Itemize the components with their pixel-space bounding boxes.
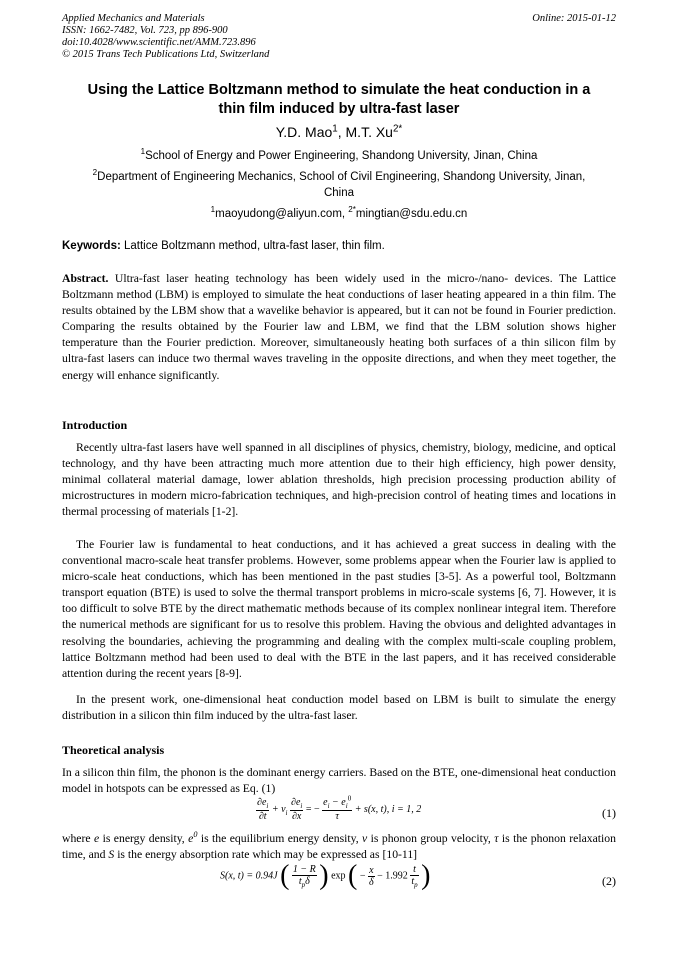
keywords-text: Lattice Boltzmann method, ultra-fast laser, thin film. — [120, 240, 385, 252]
equation-2-number: (2) — [602, 874, 616, 888]
journal-doi[interactable]: doi:10.4028/www.scientific.net/AMM.723.896 — [62, 37, 256, 48]
author-list — [60, 123, 618, 141]
affiliation-2-country: China — [323, 187, 355, 199]
keywords-label: Keywords: — [62, 240, 121, 252]
email-1-mark: 1 — [210, 205, 216, 215]
affiliation-2 — [60, 169, 618, 201]
email-2-mark: 2* — [348, 205, 356, 215]
equation-1-body: $\frac{\partial e_i}{\partial t}$ + $v_i$ $\frac{\partial e_i}{\partial x}$ = − $\frac{e_i - e_i^0}{\tau}$ + s(x, t), i = 1, 2 — [257, 794, 422, 822]
abstract-label: Abstract. — [62, 272, 109, 285]
introduction-paragraph-1: Recently ultra-fast lasers have well spanned in all disciplines of physics, chemistry, biology, medicine, and optical technology, and thy have been attracting much more attention due to their high efficiency, high power density, minimal collateral material damage, lower ablation thresholds, high precision processing production ability of microstructures in modern micro-fabrication techniques, and high-precision control of heating times and locations in thermal processing of materials [1-2]. — [62, 441, 616, 519]
introduction-paragraph-2: The Fourier law is fundamental to heat conductions, and it has achieved a great success in dealing with the conventional macro-scale heat transfer problems. However, some problems appear when the Fourier law is applied to micro-scale heat conductions, which has been mentioned in the past studies [3-5]. As a powerful tool, Boltzmann transport equation (BTE) is used to solve the thermal transport problems in micro-scale systems [6, 7]. However, it is too difficult to solve BTE by the direct mathematic methods because of its complex nonlinear integral item. Therefore the numerical methods are significant for us to resolve this problem. Having the obvious and delighted advantages in resolving the boundaries, achieving the programming and dealing with the complex multi-scale coupling problem, lattice Boltzmann method had been used to deal with the BTE in the last papers, and it has received considerable attention during the recent years [8-9]. — [62, 538, 616, 680]
author-1: Y.D. Mao — [275, 124, 333, 140]
journal-issn: ISSN: 1662-7482, Vol. 723, pp 896-900 — [62, 25, 228, 36]
keywords — [62, 240, 385, 252]
equation-1-number: (1) — [602, 806, 616, 820]
affiliation-2-mark: 2 — [92, 168, 98, 178]
theory-paragraph-1: In a silicon thin film, the phonon is the dominant energy carriers. Based on the BTE, one-dimensional heat conduction model in hotspots can be expressed as Eq. (1) — [62, 766, 616, 796]
journal-header — [62, 13, 269, 61]
abstract — [62, 271, 616, 384]
introduction-heading: Introduction — [62, 418, 128, 432]
affiliation-1-mark: 1 — [140, 147, 146, 157]
title-line-1: Using the Lattice Boltzmann method to simulate the heat conduction in a — [87, 82, 591, 98]
author-1-affiliation-mark: 1 — [332, 123, 338, 135]
email-2[interactable]: mingtian@sdu.edu.cn — [355, 208, 468, 220]
abstract-text: Ultra-fast laser heating technology has been widely used in the micro-/nano- devices. The Lattice Boltzmann method (LBM) is employed to simulate the heat conductions of laser heating appeared in a thin film. The results obtained by the LBM show that a wavelike behavior is appeared, but it can not be found in Fourier prediction. Comparing the results obtained by the Fourier law and LBM, we find that the LBM solution shows higher temperature than the Fourier prediction. Moreover, simultaneously heating both surfaces of a thin silicon film by ultra-fast lasers can induce two thermal waves traveling in the opposite directions, and when they meet together, the energy will enhance significantly. — [62, 272, 616, 382]
equation-2 — [62, 862, 616, 906]
journal-copyright: © 2015 Trans Tech Publications Ltd, Switzerland — [62, 49, 270, 60]
title-line-2: thin film induced by ultra-fast laser — [218, 101, 460, 117]
online-date: Online: 2015-01-12 — [532, 13, 616, 24]
theory-paragraph-2: where e is energy density, $e^0$ is the equilibrium energy density, v is phonon group velocity, τ is the phonon relaxation time, and S is the energy absorption rate which may be expressed as [10-11] — [62, 830, 616, 862]
introduction-paragraph-3: In the present work, one-dimensional heat conduction model based on LBM is built to simulate the energy distribution in a silicon thin film induced by the ultra-fast laser. — [62, 693, 616, 723]
equation-1 — [62, 794, 616, 831]
affiliation-1 — [60, 148, 618, 164]
equation-2-body: S(x, t) = 0.94J ( $\frac{1 - R}{t_p\delta}$ ) exp ( − $\frac{x}{\delta}$ − 1.992 $\frac{t}{t_p}$ ) — [220, 860, 431, 891]
paper-title — [60, 81, 618, 119]
author-separator: , — [337, 124, 346, 140]
email-line — [60, 206, 618, 222]
author-2: M.T. Xu — [345, 124, 393, 140]
author-2-affiliation-mark: 2* — [392, 123, 403, 135]
affiliation-1-text: School of Energy and Power Engineering, Shandong University, Jinan, China — [145, 150, 538, 162]
journal-name: Applied Mechanics and Materials — [62, 13, 205, 24]
theory-heading: Theoretical analysis — [62, 743, 165, 757]
affiliation-2-text: Department of Engineering Mechanics, School of Civil Engineering, Shandong University, Jinan, — [97, 171, 586, 183]
email-1[interactable]: maoyudong@aliyun.com, — [215, 208, 349, 220]
